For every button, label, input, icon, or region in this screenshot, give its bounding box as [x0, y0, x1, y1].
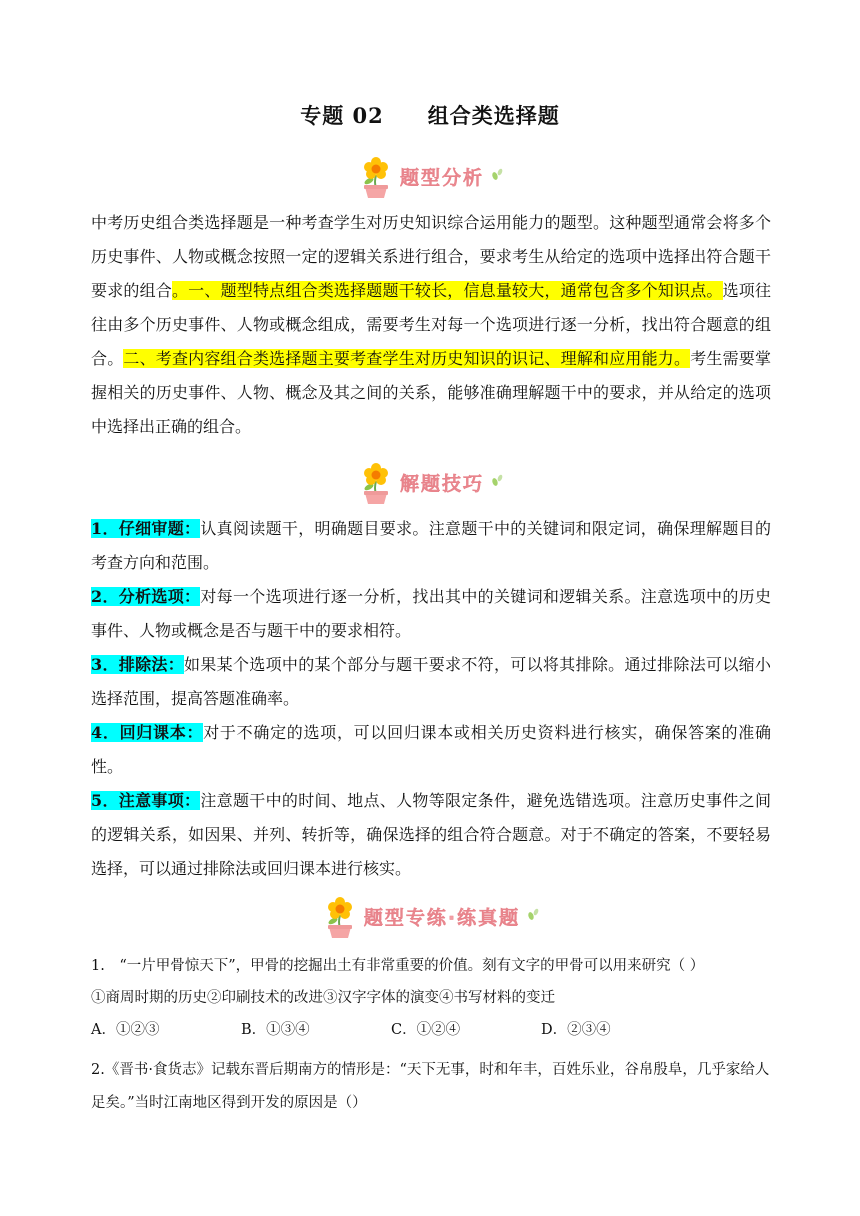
- intro-paragraph: [91, 206, 771, 444]
- tip-label: 5．注意事项：: [91, 791, 201, 810]
- tip-text: 对每一个选项进行逐一分析，找出其中的关键词和逻辑关系。注意选项中的历史事件、人物或概念是否与题干中的要求相符。: [91, 587, 771, 640]
- question-2: [91, 1054, 781, 1120]
- question-1-items: ①商周时期的历史②印刷技术的改进③汉字字体的演变④书写材料的变迁: [91, 990, 555, 1006]
- tip-item: [91, 784, 771, 886]
- option-b: B．①③④: [241, 1022, 310, 1038]
- leaf-sprig-icon: [526, 907, 540, 921]
- question-1: [91, 950, 781, 1046]
- flower-pot-icon: [356, 153, 396, 199]
- option-c: C．①②④: [391, 1022, 461, 1038]
- tip-item: [91, 648, 771, 716]
- flower-pot-icon: [320, 893, 360, 939]
- flower-pot-icon: [356, 459, 396, 505]
- title-part2: 组合类选择题: [427, 103, 560, 128]
- tip-item: [91, 716, 771, 784]
- intro-highlight-2: 二、考查内容组合类选择题主要考查学生对历史知识的识记、理解和应用能力。: [123, 349, 691, 368]
- banner-tips-label: 解题技巧: [399, 472, 484, 495]
- intro-text-1: 中考历史组合类选择题是一种考查学生对历史知识综合运用能力的题型。这种题型通常会将多个历史事件、人物或概念按照一定的逻辑关系进行组合，要求考生从给定的选项中选择出符合题干要求的组合: [91, 213, 771, 300]
- tip-item: [91, 512, 771, 580]
- question-1-stem: 1. “一片甲骨惊天下”，甲骨的挖掘出土有非常重要的价值。刻有文字的甲骨可以用来研究（ ）: [91, 958, 705, 974]
- tip-text: 注意题干中的时间、地点、人物等限定条件，避免选错选项。注意历史事件之间的逻辑关系，如因果、并列、转折等，确保选择的组合符合题意。对于不确定的答案，不要轻易选择，可以通过排除法或回归课本进行核实。: [91, 791, 771, 878]
- tip-label: 1．仔细审题：: [91, 519, 201, 538]
- option-d: D．②③④: [541, 1022, 611, 1038]
- tip-label: 4．回归课本：: [91, 723, 204, 742]
- banner-practice: [0, 892, 860, 940]
- banner-practice-label: 题型专练·练真题: [363, 906, 521, 929]
- banner-tips: [0, 458, 860, 506]
- intro-text-3: 考生需要掌握相关的历史事件、人物、概念及其之间的关系，能够准确理解题干中的要求，并从给定的选项中选择出正确的组合。: [91, 349, 771, 436]
- question-2-stem: 2.《晋书·食货志》记载东晋后期南方的情形是：“天下无事，时和年丰，百姓乐业，谷帛殷阜，几乎家给人足矣。”当时江南地区得到开发的原因是（）: [91, 1062, 770, 1111]
- page-title: [0, 100, 860, 130]
- banner-analysis-label: 题型分析: [399, 166, 484, 189]
- leaf-sprig-icon: [490, 167, 504, 181]
- title-part1: 专题 02: [300, 103, 384, 128]
- intro-highlight-1: 。一、题型特点组合类选择题题干较长，信息量较大，通常包含多个知识点。: [171, 281, 723, 300]
- tip-text: 认真阅读题干，明确题目要求。注意题干中的关键词和限定词，确保理解题目的考查方向和范围。: [91, 519, 771, 572]
- option-a: A．①②③: [91, 1022, 160, 1038]
- tip-text: 对于不确定的选项，可以回归课本或相关历史资料进行核实，确保答案的准确性。: [91, 723, 771, 776]
- tip-label: 2．分析选项：: [91, 587, 201, 606]
- tip-text: 如果某个选项中的某个部分与题干要求不符，可以将其排除。通过排除法可以缩小选择范围，提高答题准确率。: [91, 655, 771, 708]
- question-1-options: [91, 1014, 781, 1046]
- tip-item: [91, 580, 771, 648]
- leaf-sprig-icon: [490, 473, 504, 487]
- tip-label: 3．排除法：: [91, 655, 185, 674]
- tips-list: [91, 512, 771, 886]
- intro-text-2: 选项往往由多个历史事件、人物或概念组成，需要考生对每一个选项进行逐一分析，找出符合题意的组合。: [91, 281, 771, 368]
- banner-analysis: [0, 152, 860, 200]
